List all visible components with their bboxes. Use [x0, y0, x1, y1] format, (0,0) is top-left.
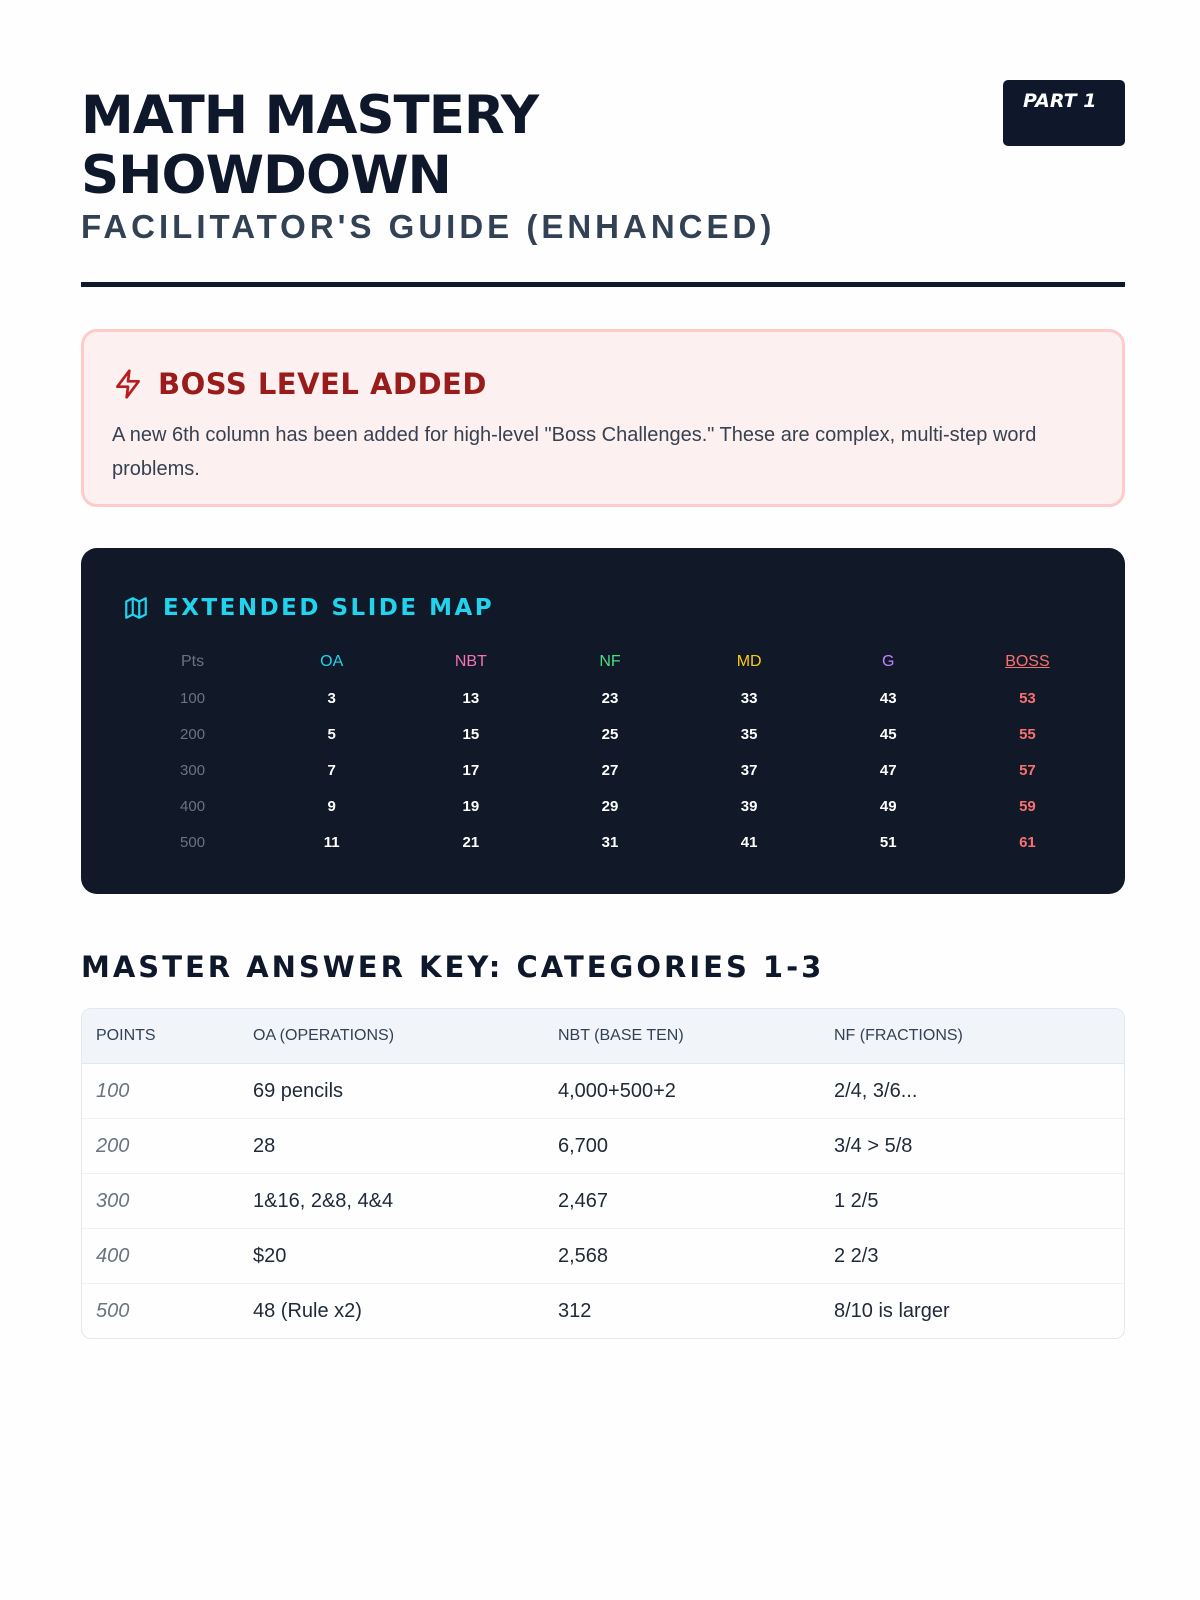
- answer-key-card: [81, 1008, 1125, 1339]
- answer-key-column-header: OA (OPERATIONS): [239, 1009, 544, 1064]
- table-row: [82, 1174, 1124, 1229]
- answer-key-cell: 6,700: [544, 1119, 820, 1174]
- slide-number: 3: [327, 689, 336, 707]
- header-divider: [81, 282, 1125, 287]
- slide-map-row: [123, 716, 1097, 752]
- slide-number: 21: [462, 833, 480, 851]
- slide-number: 59: [1019, 797, 1036, 815]
- slide-number: 47: [879, 761, 897, 779]
- slide-number: 31: [601, 833, 619, 851]
- slide-map-row: [123, 752, 1097, 788]
- answer-key-points: 500: [96, 1299, 130, 1322]
- slide-map-col-md: MD: [736, 653, 762, 670]
- boss-level-alert: [81, 329, 1125, 507]
- slide-number: 33: [740, 689, 758, 707]
- answer-key-cell: 2,467: [544, 1174, 820, 1229]
- slide-map-col-pts: Pts: [181, 653, 205, 670]
- slide-number: 17: [462, 761, 480, 779]
- slide-number: 9: [327, 797, 336, 815]
- page-title: MATH MASTERY SHOWDOWN: [81, 85, 539, 206]
- answer-key-points: 300: [82, 1174, 239, 1229]
- slide-map-col-g: G: [882, 653, 895, 670]
- answer-key-cell: 4,000+500+2: [544, 1064, 820, 1119]
- slide-number: 45: [879, 725, 897, 743]
- slide-number: 39: [740, 797, 758, 815]
- answer-key-cell: 2 2/3: [820, 1229, 1124, 1284]
- answer-key-cell: 1 2/5: [820, 1174, 1124, 1229]
- answer-key-column-header: NF (FRACTIONS): [820, 1009, 1124, 1064]
- answer-key-cell: 8/10 is larger: [834, 1299, 950, 1322]
- table-row: [82, 1229, 1124, 1284]
- slide-number: 55: [1019, 725, 1036, 743]
- slide-number: 7: [327, 761, 336, 779]
- table-row: [82, 1119, 1124, 1174]
- slide-map-points: 100: [180, 689, 206, 707]
- answer-key-body: [82, 1064, 1124, 1339]
- slide-map-row: [123, 788, 1097, 824]
- answer-key-header-row: [82, 1009, 1124, 1064]
- slide-number: 37: [740, 761, 758, 779]
- slide-number: 51: [879, 833, 897, 851]
- slide-map-col-nbt: NBT: [454, 653, 487, 670]
- answer-key-cell: 3/4 > 5/8: [820, 1119, 1124, 1174]
- slide-map-col-nf: NF: [599, 653, 621, 670]
- answer-key-table: [82, 1009, 1124, 1338]
- lightning-icon: [112, 368, 144, 400]
- slide-map-card: [81, 548, 1125, 894]
- slide-number: 35: [740, 725, 758, 743]
- slide-map-points: 500: [180, 833, 206, 851]
- alert-header: [112, 360, 1094, 408]
- slide-map-row: [123, 680, 1097, 716]
- slide-map-header: [123, 590, 1083, 626]
- answer-key-points: 200: [82, 1119, 239, 1174]
- slide-map-points: 300: [180, 761, 206, 779]
- slide-map-col-boss: BOSS: [1005, 653, 1050, 670]
- slide-number: 5: [327, 725, 336, 743]
- alert-title: BOSS LEVEL ADDED: [158, 367, 487, 401]
- slide-number: 41: [740, 833, 758, 851]
- answer-key-cell: 1&16, 2&8, 4&4: [239, 1174, 544, 1229]
- slide-map-col-oa: OA: [320, 653, 344, 670]
- slide-number: 53: [1019, 689, 1036, 707]
- slide-number: 11: [323, 833, 340, 851]
- slide-map-body: [123, 680, 1097, 860]
- header: [81, 80, 1125, 290]
- answer-key-cell: $20: [239, 1229, 544, 1284]
- slide-map-title: EXTENDED SLIDE MAP: [163, 595, 495, 621]
- slide-number: 61: [1019, 833, 1036, 851]
- answer-key-cell: 312: [558, 1299, 592, 1322]
- slide-number: 15: [462, 725, 480, 743]
- slide-map-table: [123, 644, 1097, 860]
- slide-number: 43: [879, 689, 897, 707]
- slide-map-points: 400: [180, 797, 206, 815]
- slide-map-header-row: [123, 644, 1097, 680]
- answer-key-column-header: NBT (BASE TEN): [544, 1009, 820, 1064]
- answer-key-column-header: POINTS: [82, 1009, 239, 1064]
- slide-number: 19: [462, 797, 480, 815]
- answer-key-points: 400: [82, 1229, 239, 1284]
- table-row: [82, 1284, 1124, 1339]
- page-subtitle: FACILITATOR'S GUIDE (ENHANCED): [81, 208, 776, 245]
- slide-number: 13: [462, 689, 480, 707]
- part-badge: PART 1: [1003, 80, 1125, 146]
- slide-number: 25: [601, 725, 619, 743]
- answer-key-cell: 2,568: [544, 1229, 820, 1284]
- map-icon: [123, 595, 149, 621]
- answer-key-cell: 48 (Rule x2): [253, 1299, 362, 1322]
- slide-map-points: 200: [180, 725, 206, 743]
- answer-key-cell: 28: [239, 1119, 544, 1174]
- answer-key-heading: MASTER ANSWER KEY: CATEGORIES 1-3: [81, 950, 825, 984]
- table-row: [82, 1064, 1124, 1119]
- slide-number: 29: [601, 797, 619, 815]
- alert-text: A new 6th column has been added for high-level "Boss Challenges." These are complex, multi-step word problems.: [112, 424, 1037, 480]
- answer-key-cell: 2/4, 3/6...: [820, 1064, 1124, 1119]
- slide-map-row: [123, 824, 1097, 860]
- answer-key-points: 100: [82, 1064, 239, 1119]
- slide-number: 27: [601, 761, 619, 779]
- slide-number: 23: [601, 689, 619, 707]
- slide-number: 49: [879, 797, 897, 815]
- slide-number: 57: [1019, 761, 1036, 779]
- answer-key-cell: 69 pencils: [239, 1064, 544, 1119]
